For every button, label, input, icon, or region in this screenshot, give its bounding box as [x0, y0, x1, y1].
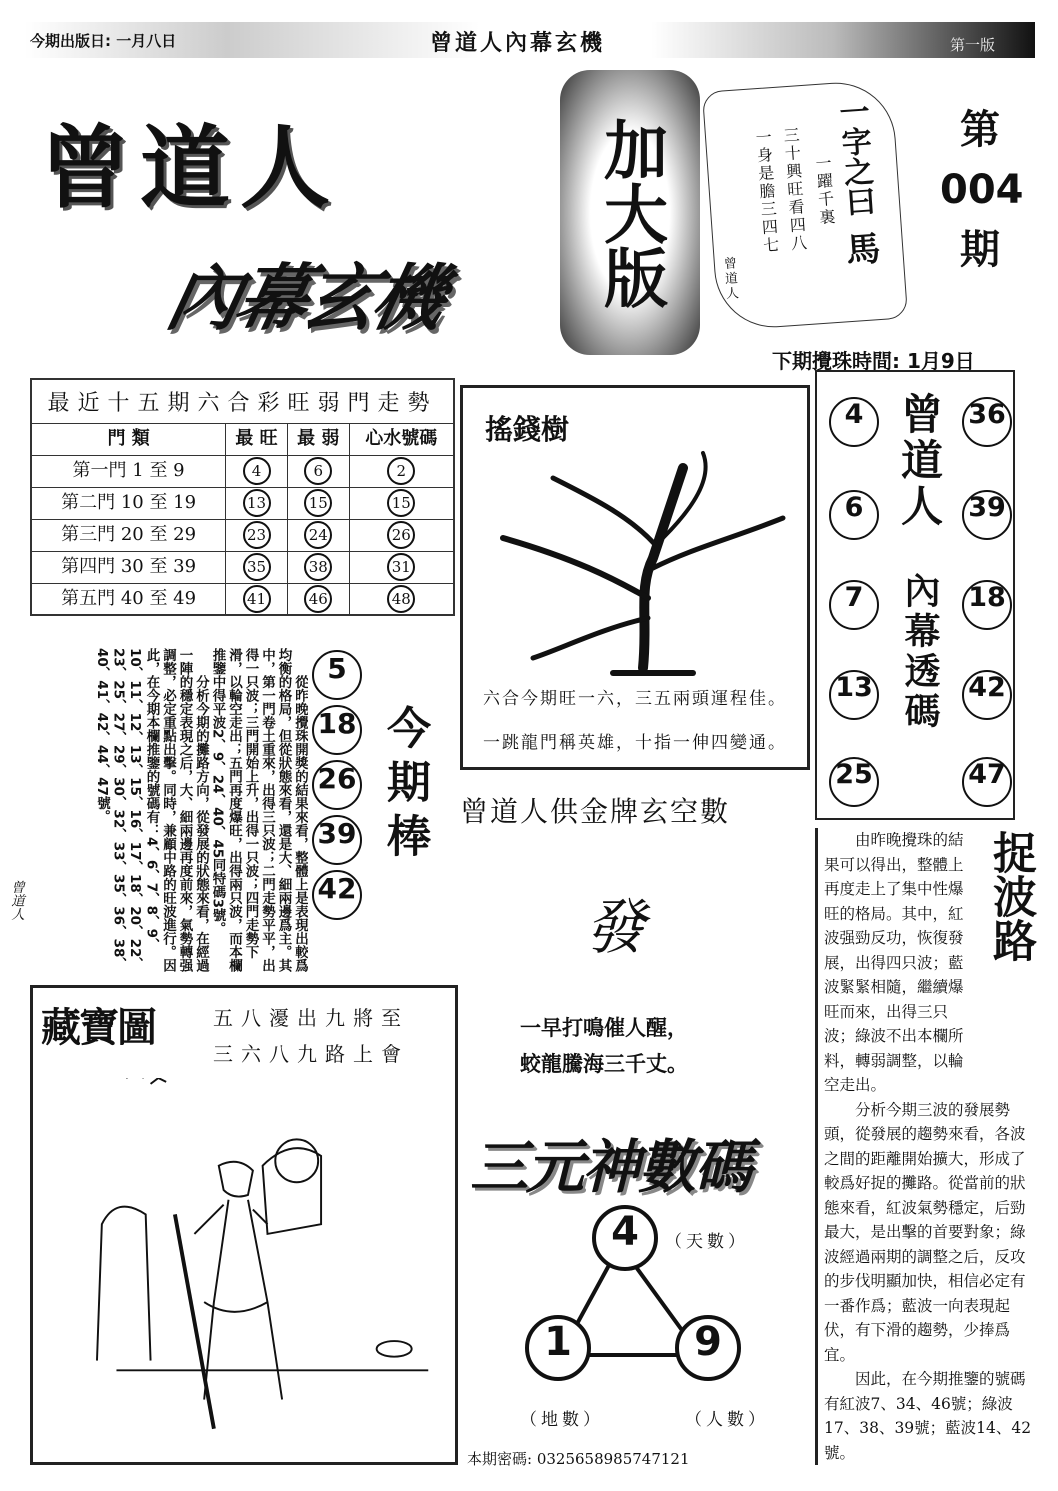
money-tree-title: 搖錢樹: [485, 413, 570, 446]
treasure-title: 藏寶圖: [41, 1005, 155, 1051]
edition: 第一版: [950, 36, 996, 54]
circled-number: 46: [304, 585, 332, 613]
col-header: 門 類: [31, 423, 226, 455]
trend-cell: [226, 583, 288, 615]
box-title: 曾道人: [895, 392, 944, 530]
publish-date: 今期出版日: 一月八日: [30, 32, 177, 50]
trend-row: [31, 519, 454, 551]
scroll-title: 一字之曰: [832, 95, 876, 218]
analysis-signature: 曾道人: [8, 880, 24, 921]
circled-number: 38: [304, 553, 332, 581]
circled-number: 6: [304, 457, 332, 485]
number-ball: 25: [829, 757, 879, 807]
door-range: 第三門 20 至 29: [31, 519, 226, 551]
heaven-label: （天數）: [665, 1232, 749, 1252]
number-ball: 7: [829, 580, 879, 630]
treasure-verse: 三六八九路上會: [213, 1042, 409, 1066]
box-subtitle: 內幕透碼: [899, 572, 941, 732]
number-ball: 36: [962, 397, 1012, 447]
scroll-riddle: [702, 79, 908, 332]
fa-calligraphy: 發: [585, 893, 645, 963]
circled-number: 23: [243, 521, 271, 549]
circled-number: 48: [387, 585, 415, 613]
trend-cell: [226, 487, 288, 519]
trend-cell: [287, 455, 349, 487]
trend-table-title: 最近十五期六合彩旺弱門走勢: [31, 379, 454, 423]
earth-label: （地數）: [520, 1410, 604, 1430]
door-range: 第一門 1 至 9: [31, 455, 226, 487]
door-range: 第四門 30 至 39: [31, 551, 226, 583]
enlarged-edition-stamp: 加大版: [560, 70, 700, 355]
inside-numbers-box: [815, 370, 1015, 820]
money-tree-verse: 六合今期旺一六，三五兩頭運程佳。: [483, 689, 787, 709]
pick-ball: 26: [312, 760, 362, 810]
scroll-verse: 三十興旺看四八: [780, 126, 809, 254]
pick-ball: 39: [312, 815, 362, 865]
circled-number: 15: [387, 489, 415, 517]
col-header: 最 旺: [226, 423, 288, 455]
trend-cell: [287, 583, 349, 615]
scroll-verse: 一躍千裏: [812, 154, 837, 228]
circled-number: 4: [243, 457, 271, 485]
article-para: 由昨晚攪珠的結果可以得出，整體上再度走上了集中性爆旺的格局。其中，紅波强勁反功，恢復發展，出得四只波；藍波緊緊相隨，繼續爆旺而來，出得三只波；綠波不出本欄所料，轉弱調整，以輪空走出。: [824, 831, 964, 1094]
poem: [520, 1010, 688, 1082]
heaven-number: 4: [592, 1205, 658, 1271]
treasure-verse: 五八瀀出九將至: [213, 1006, 409, 1030]
trend-cell: [226, 551, 288, 583]
next-draw-time: 下期攪珠時間: 1月9日: [772, 349, 975, 373]
trend-row: [31, 583, 454, 615]
scroll-verse: 一身是膽三四七: [752, 128, 781, 256]
number-ball: 39: [962, 490, 1012, 540]
traveler-illustration: [53, 1078, 443, 1458]
treasure-map-box: [30, 985, 458, 1465]
analysis-para: 分析今期的攤路方向，從發展的狀態來看，在經過一陣的穩定表現之后，大、細兩邊再度前來，氣勢轉强調整，必定重點出擊。同時，兼顧中路的旺波進行。因此，在今期本欄推鑒的號碼有：4、6、7、8、9、10、11、12、13、15、16、17、18、20、22、23、25、27、29、30、32、33、35、36、38、40、41、42、44、47號。: [94, 648, 209, 972]
scroll-signature: 曾道人: [720, 255, 739, 302]
number-ball: 18: [962, 580, 1012, 630]
trend-cell: [287, 487, 349, 519]
trend-cell: [226, 519, 288, 551]
issue-number: [940, 100, 1024, 280]
trend-cell: [349, 551, 454, 583]
issue-prefix: 第: [960, 107, 1000, 153]
human-number: 9: [675, 1315, 741, 1381]
circled-number: 13: [243, 489, 271, 517]
trend-cell: [287, 519, 349, 551]
gold-number-title: 曾道人供金牌玄空數: [460, 795, 731, 828]
today-picks: [312, 650, 368, 925]
trend-row: [31, 551, 454, 583]
trend-row: [31, 455, 454, 487]
circled-number: 31: [387, 553, 415, 581]
trend-cell: [349, 487, 454, 519]
logo-subtitle: 內幕玄機: [159, 256, 450, 340]
issue-value: 004: [940, 167, 1024, 213]
circled-number: 2: [387, 457, 415, 485]
trend-cell: [287, 551, 349, 583]
circled-number: 41: [243, 585, 271, 613]
money-tree-verse: 一跳龍門稱英雄，十指一伸四變通。: [483, 733, 787, 753]
tree-illustration: [463, 448, 807, 678]
earth-number: 1: [525, 1315, 591, 1381]
sanyuan-title: 三元神數碼: [470, 1133, 751, 1201]
trend-cell: [349, 519, 454, 551]
trend-cell: [226, 455, 288, 487]
poem-line: 一早打鳴催人醒，: [520, 1015, 688, 1040]
number-ball: 47: [962, 757, 1012, 807]
analysis-para: 從昨晚攪珠開獎的結果來看，整體上是表現出較爲均衡的格局，但從狀態來看，還是大、細兩邊爲主。其中，第一門卷土重來，出得三只波；二門走勢平平，出得一只波；三門開始上升，出得一只波；四門走勢下滑，以輪空走出；五門再度爆旺，出得兩只波，而本欄推鑒中得平波2、9、24、40、45同特碼3號。: [209, 648, 308, 972]
today-picks-title: 今期棒: [379, 705, 430, 867]
pick-ball: 42: [312, 870, 362, 920]
trend-row: [31, 487, 454, 519]
secret-code: 本期密碼: 0325658985747121: [467, 1450, 690, 1468]
pick-ball: 18: [312, 705, 362, 755]
circled-number: 26: [387, 521, 415, 549]
number-ball: 42: [962, 670, 1012, 720]
door-range: 第二門 10 至 19: [31, 487, 226, 519]
door-range: 第五門 40 至 49: [31, 583, 226, 615]
poem-line: 蛟龍騰海三千丈。: [520, 1051, 688, 1076]
logo-title: 曾道人: [40, 115, 340, 221]
issue-suffix: 期: [960, 227, 1000, 273]
sanyuan-triangle: [520, 1205, 790, 1435]
number-ball: 13: [829, 670, 879, 720]
article-para: 分析今期三波的發展勢頭，從發展的趨勢來看，各波之間的距離開始擴大，形成了較爲好捉的攤路。從當前的狀態來看，紅波氣勢穩定，后勁最大，是出擊的首要對象；綠波經過兩期的調整之后，反攻的步伐明顯加快，相信必定有一番作爲；藍波一向表現起伏，有下滑的趨勢，少捧爲宜。: [824, 1100, 1026, 1364]
circled-number: 24: [304, 521, 332, 549]
trend-cell: [349, 455, 454, 487]
pick-ball: 5: [312, 650, 362, 700]
wave-article-title: 捉波路: [985, 830, 1036, 962]
trend-table: [30, 378, 455, 616]
article-para: 因此，在今期推鑒的號碼有紅波7、34、46號；綠波17、38、39號；藍波14、42號。: [824, 1370, 1032, 1462]
col-header: 心水號碼: [349, 423, 454, 455]
trend-cell: [349, 583, 454, 615]
masthead: 曾道人內幕玄機: [430, 30, 606, 56]
circled-number: 35: [243, 553, 271, 581]
scroll-answer: 馬: [844, 228, 882, 272]
circled-number: 15: [304, 489, 332, 517]
analysis-vertical-text: [28, 648, 308, 978]
human-label: （人數）: [685, 1410, 769, 1430]
number-ball: 6: [829, 490, 879, 540]
col-header: 最 弱: [287, 423, 349, 455]
money-tree-box: [460, 385, 810, 770]
number-ball: 4: [829, 397, 879, 447]
